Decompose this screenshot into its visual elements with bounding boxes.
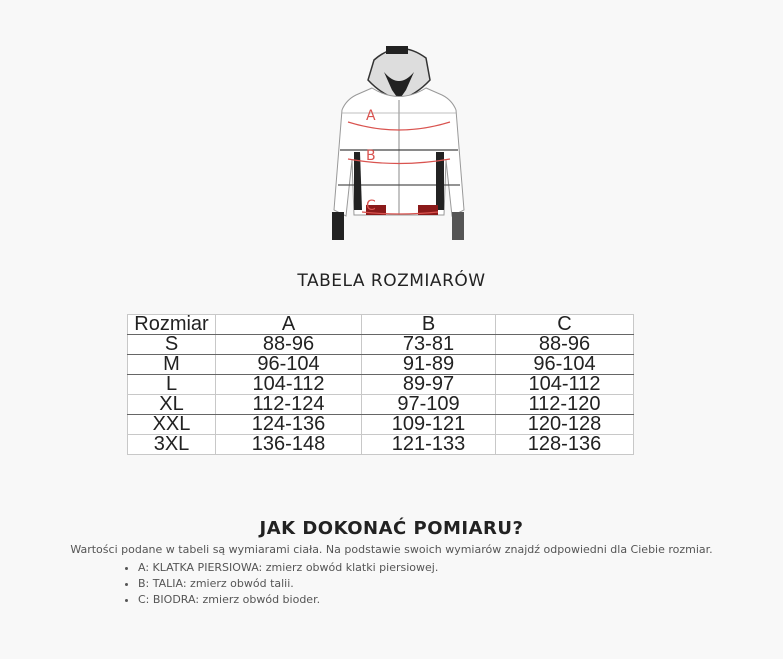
cell-size: M: [128, 355, 216, 375]
table-row: [128, 435, 634, 455]
svg-text:C: C: [366, 198, 376, 214]
cell-size: L: [128, 375, 216, 395]
cell-a: 88-96: [216, 335, 362, 355]
how-to-measure-title: JAK DOKONAĆ POMIARU?: [259, 517, 524, 539]
cell-size: XL: [128, 395, 216, 415]
cell-a: 136-148: [216, 435, 362, 455]
measurement-list: [122, 560, 438, 608]
cell-a: 104-112: [216, 375, 362, 395]
jacket-sketch-icon: [326, 40, 472, 248]
header-b: B: [362, 315, 496, 335]
cell-b: 109-121: [362, 415, 496, 435]
cell-a: 96-104: [216, 355, 362, 375]
table-row: [128, 355, 634, 375]
cell-a: 112-124: [216, 395, 362, 415]
header-size: Rozmiar: [128, 315, 216, 335]
size-table-title: TABELA ROZMIARÓW: [297, 271, 486, 292]
cell-b: 121-133: [362, 435, 496, 455]
cell-size: XXL: [128, 415, 216, 435]
cell-size: 3XL: [128, 435, 216, 455]
cell-c: 112-120: [496, 395, 634, 415]
table-row: [128, 335, 634, 355]
cell-a: 124-136: [216, 415, 362, 435]
cell-c: 128-136: [496, 435, 634, 455]
cell-c: 104-112: [496, 375, 634, 395]
table-row: [128, 375, 634, 395]
cell-size: S: [128, 335, 216, 355]
svg-text:B: B: [366, 148, 376, 164]
list-item: • A: KLATKA PIERSIOWA: zmierz obwód klatki piersiowej.: [138, 560, 438, 576]
jacket-illustration: [326, 40, 472, 248]
cell-c: 88-96: [496, 335, 634, 355]
svg-text:A: A: [366, 108, 376, 124]
cell-c: 96-104: [496, 355, 634, 375]
cell-b: 91-89: [362, 355, 496, 375]
how-to-measure-intro: Wartości podane w tabeli są wymiarami ciała. Na podstawie swoich wymiarów znajdź odpowiedni dla Ciebie rozmiar.: [70, 543, 713, 556]
list-item: • C: BIODRA: zmierz obwód bioder.: [138, 592, 438, 608]
cell-c: 120-128: [496, 415, 634, 435]
header-a: A: [216, 315, 362, 335]
list-item: • B: TALIA: zmierz obwód talii.: [138, 576, 438, 592]
cell-b: 73-81: [362, 335, 496, 355]
cell-b: 89-97: [362, 375, 496, 395]
table-header-row: [128, 315, 634, 335]
table-row: [128, 395, 634, 415]
table-row: [128, 415, 634, 435]
size-table: [127, 314, 634, 455]
cell-b: 97-109: [362, 395, 496, 415]
header-c: C: [496, 315, 634, 335]
